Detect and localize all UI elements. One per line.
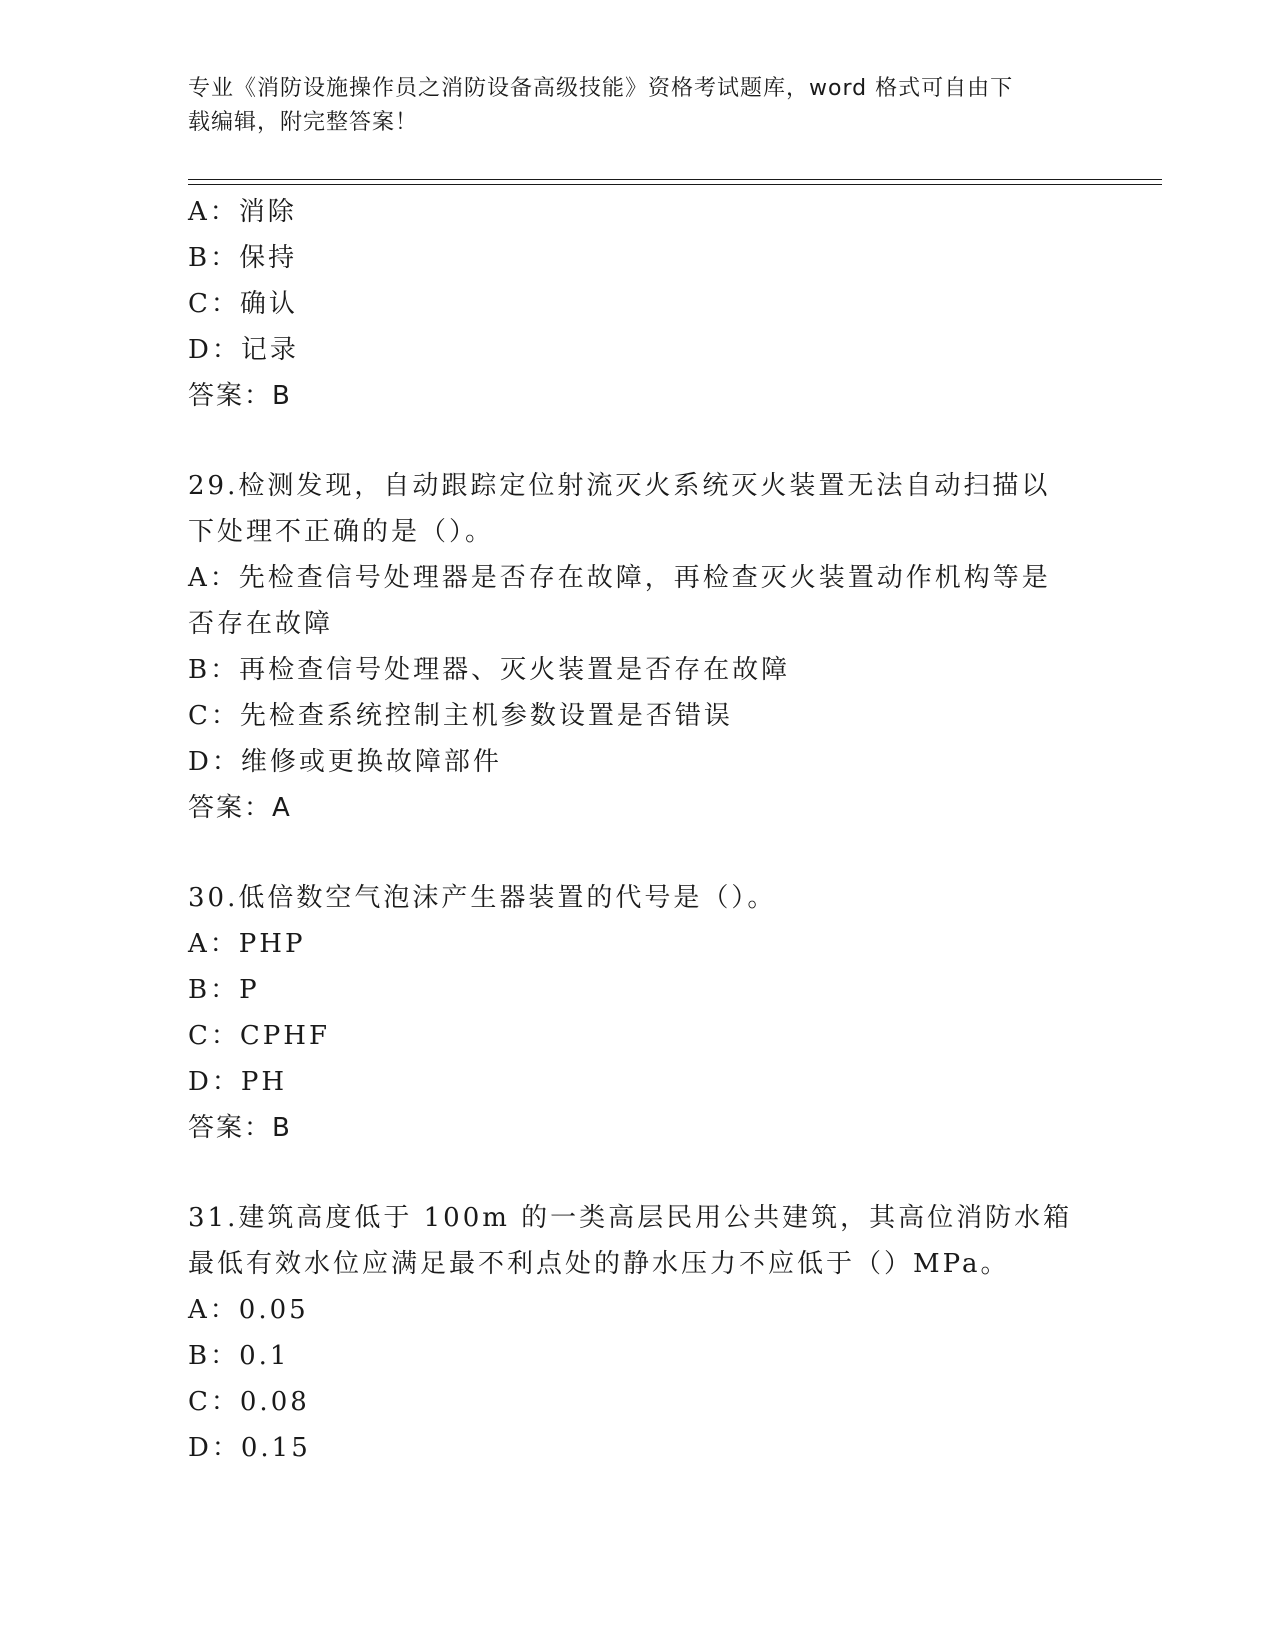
option-d: D：维修或更换故障部件 bbox=[188, 747, 502, 777]
option-d: D：PH bbox=[188, 1067, 288, 1097]
option-a: A：PHP bbox=[188, 929, 306, 959]
header-line-1: 专业《消防设施操作员之消防设备高级技能》资格考试题库，word 格式可自由下 bbox=[188, 76, 1014, 101]
option-b: B：P bbox=[188, 975, 260, 1005]
question-30 bbox=[188, 875, 1088, 1151]
header-rule-bottom bbox=[188, 184, 1162, 185]
option-a: A：消除 bbox=[188, 197, 297, 227]
document-header bbox=[188, 72, 1068, 140]
question-list bbox=[188, 189, 1088, 1471]
answer: 答案：B bbox=[188, 1113, 292, 1143]
question-29 bbox=[188, 463, 1088, 831]
answer: 答案：B bbox=[188, 381, 292, 411]
question-stem: 30.低倍数空气泡沫产生器装置的代号是（）。 bbox=[188, 883, 777, 913]
header-line-2: 载编辑，附完整答案！ bbox=[188, 110, 419, 135]
option-d: D：记录 bbox=[188, 335, 299, 365]
option-a: A：先检查信号处理器是否存在故障，再检查灭火装置动作机构等是否存在故障 bbox=[188, 563, 1051, 639]
option-c: C：CPHF bbox=[188, 1021, 330, 1051]
answer: 答案：A bbox=[188, 793, 292, 823]
option-d: D：0.15 bbox=[188, 1433, 311, 1463]
option-b: B：0.1 bbox=[188, 1341, 290, 1371]
option-c: C：先检查系统控制主机参数设置是否错误 bbox=[188, 701, 733, 731]
question-stem: 31.建筑高度低于 100m 的一类高层民用公共建筑，其高位消防水箱最低有效水位应满足最不利点处的静水压力不应低于（）MPa。 bbox=[188, 1203, 1073, 1279]
header-rule-top bbox=[188, 179, 1162, 180]
option-b: B：保持 bbox=[188, 243, 298, 273]
question-stem: 29.检测发现，自动跟踪定位射流灭火系统灭火装置无法自动扫描以下处理不正确的是（）。 bbox=[188, 471, 1051, 547]
question-31 bbox=[188, 1195, 1088, 1471]
option-c: C：0.08 bbox=[188, 1387, 310, 1417]
spacer bbox=[188, 1151, 1088, 1195]
spacer bbox=[188, 831, 1088, 875]
option-b: B：再检查信号处理器、灭火装置是否存在故障 bbox=[188, 655, 791, 685]
option-c: C：确认 bbox=[188, 289, 298, 319]
option-a: A：0.05 bbox=[188, 1295, 309, 1325]
question-28 bbox=[188, 189, 1088, 419]
spacer bbox=[188, 419, 1088, 463]
